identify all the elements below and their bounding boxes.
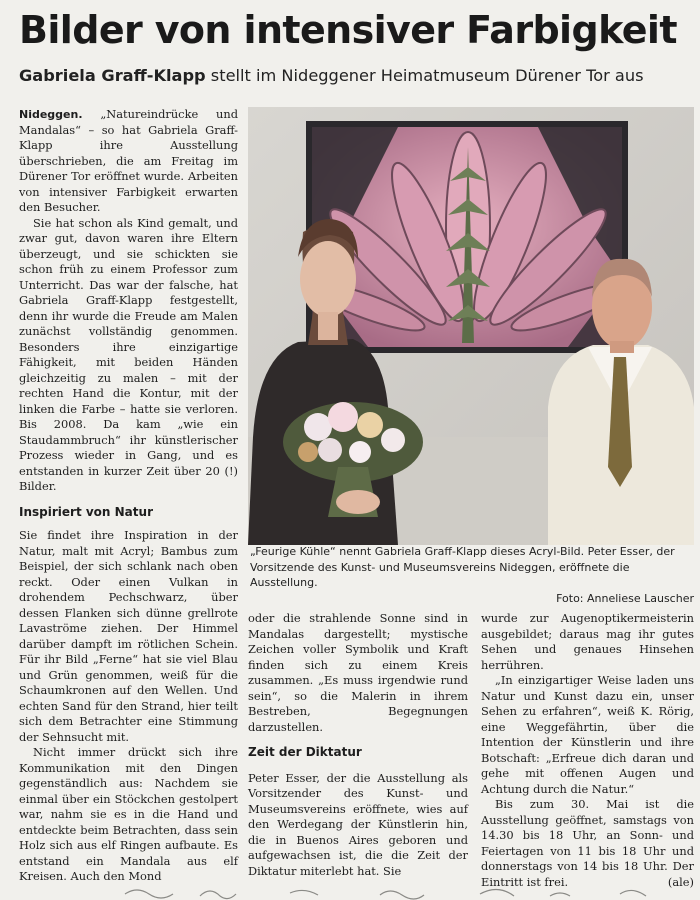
paragraph-9 bbox=[481, 797, 694, 890]
subheadline bbox=[19, 66, 644, 85]
caption-text: „Feurige Kühle“ nennt Gabriela Graff-Klapp dieses Acryl-Bild. Peter Esser, der Vorsitzende des Kunst- und Museumsvereins Nideggen, eröffnete die Ausstellung. bbox=[250, 545, 675, 589]
paragraph-9-text: Bis zum 30. Mai ist die Ausstellung geöffnet, samstags von 14.30 bis 18 Uhr, an Sonn- und Feiertagen von 11 bis 18 Uhr und donnerstags von 14 bis 18 Uhr. Der Eintritt ist frei. bbox=[481, 797, 694, 889]
handwritten-note-scrawl bbox=[120, 884, 680, 900]
article-column-1 bbox=[19, 107, 238, 530]
paragraph-4: Nicht immer drückt sich ihre Kommunikation mit den Dingen gegenständlich aus: Nachdem sie einmal über ein Stöckchen gestolpert war, nahm sie es in die Hand und entdeckte beim Betrachten, dass sein Holz sich aus elf Ringen aufbaute. Es entstand ein Mandala aus elf Kreisen. Auch den Mond bbox=[19, 745, 238, 883]
subheadline-name: Gabriela Graff-Klapp bbox=[19, 66, 206, 85]
paragraph-5: oder die strahlende Sonne sind in Mandalas dargestellt; mystische Zeichen voller Symbolik und Kraft finden sich zu einem Kreis zusammen. „Es muss irgendwie rund sein“, so die Malerin in ihrem Bestreben, Begegnungen darzustellen. bbox=[248, 611, 468, 734]
paragraph-1: „Natureindrücke und Mandalas“ – so hat Gabriela Graff-Klapp ihre Ausstellung überschrieben, die am Freitag im Dürener Tor eröffnet wurde. Arbeiten von intensiver Farbigkeit erwarten den Besucher. bbox=[19, 107, 239, 214]
paragraph-8: „In einzigartiger Weise laden uns Natur und Kunst dazu ein, unser Sehen zu erfahren“, weiß K. Rörig, eine Weggefährtin, über die Intention der Künstlerin und ihre Botschaft: „Erfreue dich daran und gehe mit offenen Augen und Achtung durch die Natur.“ bbox=[481, 673, 694, 796]
article-column-1-lower bbox=[19, 528, 238, 885]
paragraph-2: Sie hat schon als Kind gemalt, und zwar gut, davon waren ihre Eltern überzeugt, und sie schickten sie schon früh zu einem Professor zum Unterricht. Das war der falsche, hat Gabriela Graff-Klapp festgestellt, denn ihr wurde die Freude am Malen zunächst vollständig genommen. Besonders ihre einzigartige Fähigkeit, mit beiden Händen gleichzeitig zu malen – mit der rechten Hand die Kontur, mit der linken die Farbe – hatte sie verloren. Bis 2008. Da kam „wie ein Staudammbruch“ ihr künstlerischer Prozess wieder in Gang, und es entstanden in kurzer Zeit über 20 (!) Bilder. bbox=[19, 215, 238, 493]
paragraph-6: Peter Esser, der die Ausstellung als Vorsitzender des Kunst- und Museumsvereins eröffnete, wies auf den Werdegang der Künstlerin hin, die in Buenos Aires geboren und aufgewachsen ist, die die Zeit der Diktatur miterlebt hat. Sie bbox=[248, 770, 468, 878]
headline: Bilder von intensiver Farbigkeit bbox=[19, 8, 677, 52]
photo-caption bbox=[250, 544, 694, 606]
photo-illustration bbox=[248, 107, 694, 545]
section-heading-inspiration: Inspiriert von Natur bbox=[19, 504, 153, 519]
author-signature: (ale) bbox=[667, 874, 694, 889]
subheadline-rest: stellt im Nideggener Heimatmuseum Dürener Tor aus bbox=[210, 66, 644, 85]
paragraph-7: wurde zur Augenoptikermeisterin ausgebildet; daraus mag ihr gutes Sehen und genaues Hinsehen herrühren. bbox=[481, 611, 694, 672]
paragraph-3: Sie findet ihre Inspiration in der Natur, malt mit Acryl; Bambus zum Beispiel, der sich schlank nach oben reckt. Oder einen Vulkan in drohendem Pechschwarz, über dessen Flanken sich dünne grellrote Lavaströme ziehen. Der Himmel darüber dampft im rötlichen Schein. Für ihr Bild „Ferne“ hat sie viel Blau und Grün genommen, weiß für die Schaumkronen auf den Wellen. Und echten Sand für den Strand, hier teilt sich dem Betrachter eine Stimmung der Sehnsucht mit. bbox=[19, 528, 238, 744]
dateline: Nideggen. bbox=[19, 108, 83, 121]
photo-credit: Foto: Anneliese Lauscher bbox=[556, 591, 694, 605]
article-paragraph-intro bbox=[19, 107, 238, 216]
article-photo bbox=[248, 107, 694, 545]
article-column-2 bbox=[248, 611, 468, 879]
article-column-3 bbox=[481, 611, 694, 890]
section-heading-dictatorship: Zeit der Diktatur bbox=[248, 745, 362, 759]
